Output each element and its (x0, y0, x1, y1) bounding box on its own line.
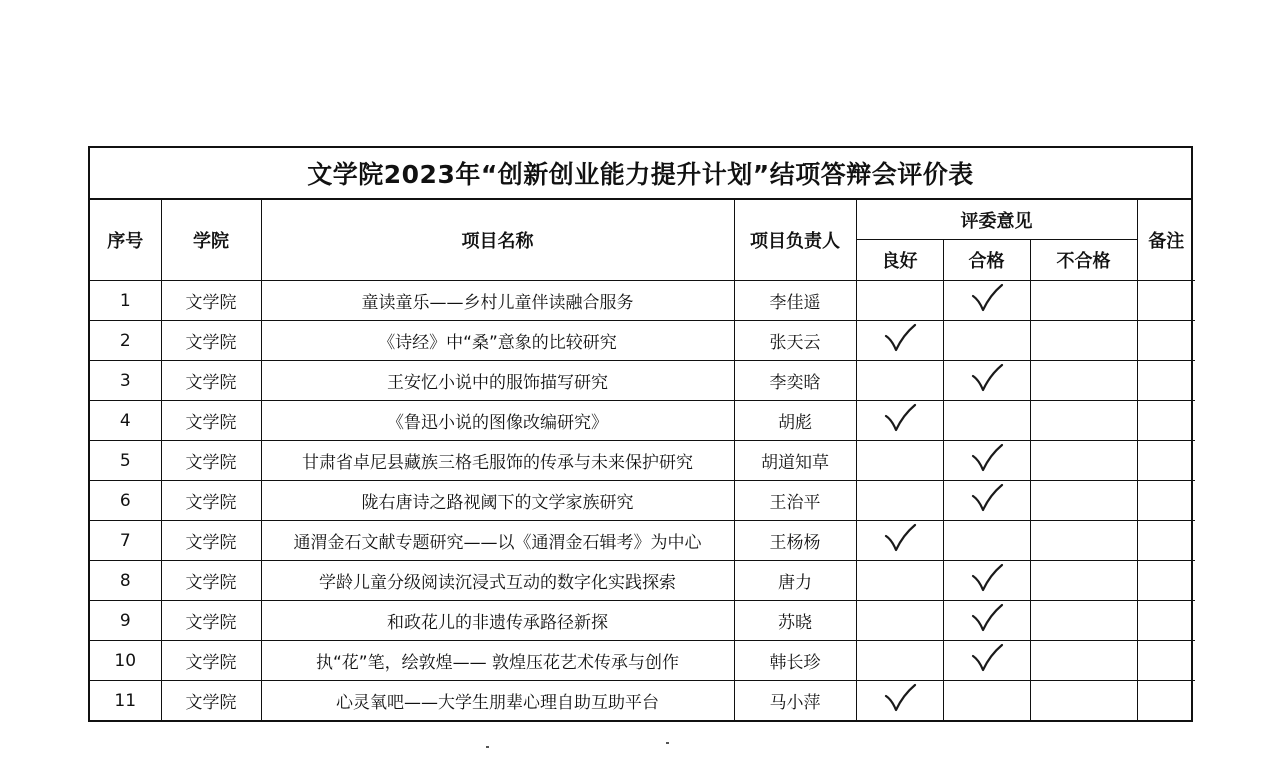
checkmark-icon (970, 563, 1004, 593)
cell-fail (1030, 601, 1137, 641)
table-row (90, 521, 1195, 561)
cell-fail (1030, 441, 1137, 481)
cell-leader: 李佳遥 (734, 281, 856, 321)
cell-leader: 王杨杨 (734, 521, 856, 561)
cell-remarks (1137, 281, 1195, 321)
header-project: 项目名称 (261, 200, 734, 281)
cell-seq: 5 (90, 441, 161, 481)
cell-remarks (1137, 521, 1195, 561)
cell-remarks (1137, 401, 1195, 441)
checkmark-icon (970, 603, 1004, 633)
checkmark-icon (970, 283, 1004, 313)
table-row (90, 481, 1195, 521)
table-row (90, 681, 1195, 721)
cell-good (856, 641, 943, 681)
evaluation-table (90, 200, 1195, 720)
cell-leader: 王治平 (734, 481, 856, 521)
cell-college: 文学院 (161, 601, 261, 641)
cell-seq: 2 (90, 321, 161, 361)
table-row (90, 401, 1195, 441)
cell-project: 通渭金石文献专题研究——以《通渭金石辑考》为中心 (261, 521, 734, 561)
cell-seq: 9 (90, 601, 161, 641)
cell-leader: 李奕晗 (734, 361, 856, 401)
cell-project: 学龄儿童分级阅读沉浸式互动的数字化实践探索 (261, 561, 734, 601)
checkmark-icon (883, 323, 917, 353)
cell-seq: 4 (90, 401, 161, 441)
checkmark-icon (883, 523, 917, 553)
cell-college: 文学院 (161, 281, 261, 321)
cell-good (856, 401, 943, 441)
cell-pass (943, 641, 1030, 681)
cell-project: 《诗经》中“桑”意象的比较研究 (261, 321, 734, 361)
cell-seq: 10 (90, 641, 161, 681)
cell-pass (943, 521, 1030, 561)
header-review: 评委意见 (856, 200, 1137, 240)
cell-pass (943, 601, 1030, 641)
checkmark-icon (970, 483, 1004, 513)
cell-project: 陇右唐诗之路视阈下的文学家族研究 (261, 481, 734, 521)
cell-fail (1030, 281, 1137, 321)
cell-leader: 苏晓 (734, 601, 856, 641)
cell-pass (943, 401, 1030, 441)
cell-pass (943, 281, 1030, 321)
scan-speck (486, 746, 489, 748)
cell-fail (1030, 401, 1137, 441)
cell-leader: 韩长珍 (734, 641, 856, 681)
cell-remarks (1137, 561, 1195, 601)
cell-fail (1030, 521, 1137, 561)
cell-project: 《鲁迅小说的图像改编研究》 (261, 401, 734, 441)
cell-project: 和政花儿的非遗传承路径新探 (261, 601, 734, 641)
cell-fail (1030, 641, 1137, 681)
header-college: 学院 (161, 200, 261, 281)
evaluation-form (88, 146, 1193, 722)
cell-remarks (1137, 321, 1195, 361)
cell-seq: 6 (90, 481, 161, 521)
checkmark-icon (970, 443, 1004, 473)
cell-leader: 唐力 (734, 561, 856, 601)
header-seq: 序号 (90, 200, 161, 281)
header-good: 良好 (856, 240, 943, 281)
table-row (90, 561, 1195, 601)
cell-good (856, 481, 943, 521)
cell-leader: 胡彪 (734, 401, 856, 441)
cell-good (856, 601, 943, 641)
cell-seq: 1 (90, 281, 161, 321)
cell-leader: 马小萍 (734, 681, 856, 721)
table-row (90, 281, 1195, 321)
cell-good (856, 281, 943, 321)
cell-remarks (1137, 641, 1195, 681)
cell-remarks (1137, 361, 1195, 401)
cell-project: 执“花”笔，绘敦煌—— 敦煌压花艺术传承与创作 (261, 641, 734, 681)
cell-college: 文学院 (161, 481, 261, 521)
cell-leader: 胡道知草 (734, 441, 856, 481)
checkmark-icon (883, 403, 917, 433)
cell-college: 文学院 (161, 681, 261, 721)
cell-remarks (1137, 601, 1195, 641)
cell-college: 文学院 (161, 321, 261, 361)
cell-fail (1030, 361, 1137, 401)
cell-fail (1030, 481, 1137, 521)
form-title: 文学院2023年“创新创业能力提升计划”结项答辩会评价表 (90, 148, 1191, 200)
cell-college: 文学院 (161, 641, 261, 681)
cell-project: 甘肃省卓尼县藏族三格毛服饰的传承与未来保护研究 (261, 441, 734, 481)
cell-seq: 3 (90, 361, 161, 401)
table-row (90, 441, 1195, 481)
cell-fail (1030, 681, 1137, 721)
table-row (90, 641, 1195, 681)
cell-remarks (1137, 681, 1195, 721)
cell-pass (943, 481, 1030, 521)
cell-college: 文学院 (161, 361, 261, 401)
cell-college: 文学院 (161, 521, 261, 561)
cell-seq: 7 (90, 521, 161, 561)
cell-pass (943, 561, 1030, 601)
cell-remarks (1137, 481, 1195, 521)
cell-fail (1030, 321, 1137, 361)
cell-pass (943, 321, 1030, 361)
cell-college: 文学院 (161, 561, 261, 601)
checkmark-icon (970, 363, 1004, 393)
header-pass: 合格 (943, 240, 1030, 281)
cell-good (856, 681, 943, 721)
header-fail: 不合格 (1030, 240, 1137, 281)
cell-project: 王安忆小说中的服饰描写研究 (261, 361, 734, 401)
table-row (90, 601, 1195, 641)
checkmark-icon (883, 683, 917, 713)
cell-good (856, 361, 943, 401)
cell-good (856, 441, 943, 481)
cell-pass (943, 441, 1030, 481)
cell-pass (943, 681, 1030, 721)
cell-seq: 11 (90, 681, 161, 721)
cell-project: 童读童乐——乡村儿童伴读融合服务 (261, 281, 734, 321)
cell-good (856, 521, 943, 561)
header-leader: 项目负责人 (734, 200, 856, 281)
cell-remarks (1137, 441, 1195, 481)
header-remarks: 备注 (1137, 200, 1195, 281)
cell-project: 心灵氧吧——大学生朋辈心理自助互助平台 (261, 681, 734, 721)
cell-fail (1030, 561, 1137, 601)
scan-speck (666, 742, 669, 744)
cell-pass (943, 361, 1030, 401)
cell-college: 文学院 (161, 441, 261, 481)
cell-good (856, 321, 943, 361)
checkmark-icon (970, 643, 1004, 673)
cell-leader: 张天云 (734, 321, 856, 361)
cell-seq: 8 (90, 561, 161, 601)
table-row (90, 321, 1195, 361)
cell-good (856, 561, 943, 601)
table-row (90, 361, 1195, 401)
cell-college: 文学院 (161, 401, 261, 441)
